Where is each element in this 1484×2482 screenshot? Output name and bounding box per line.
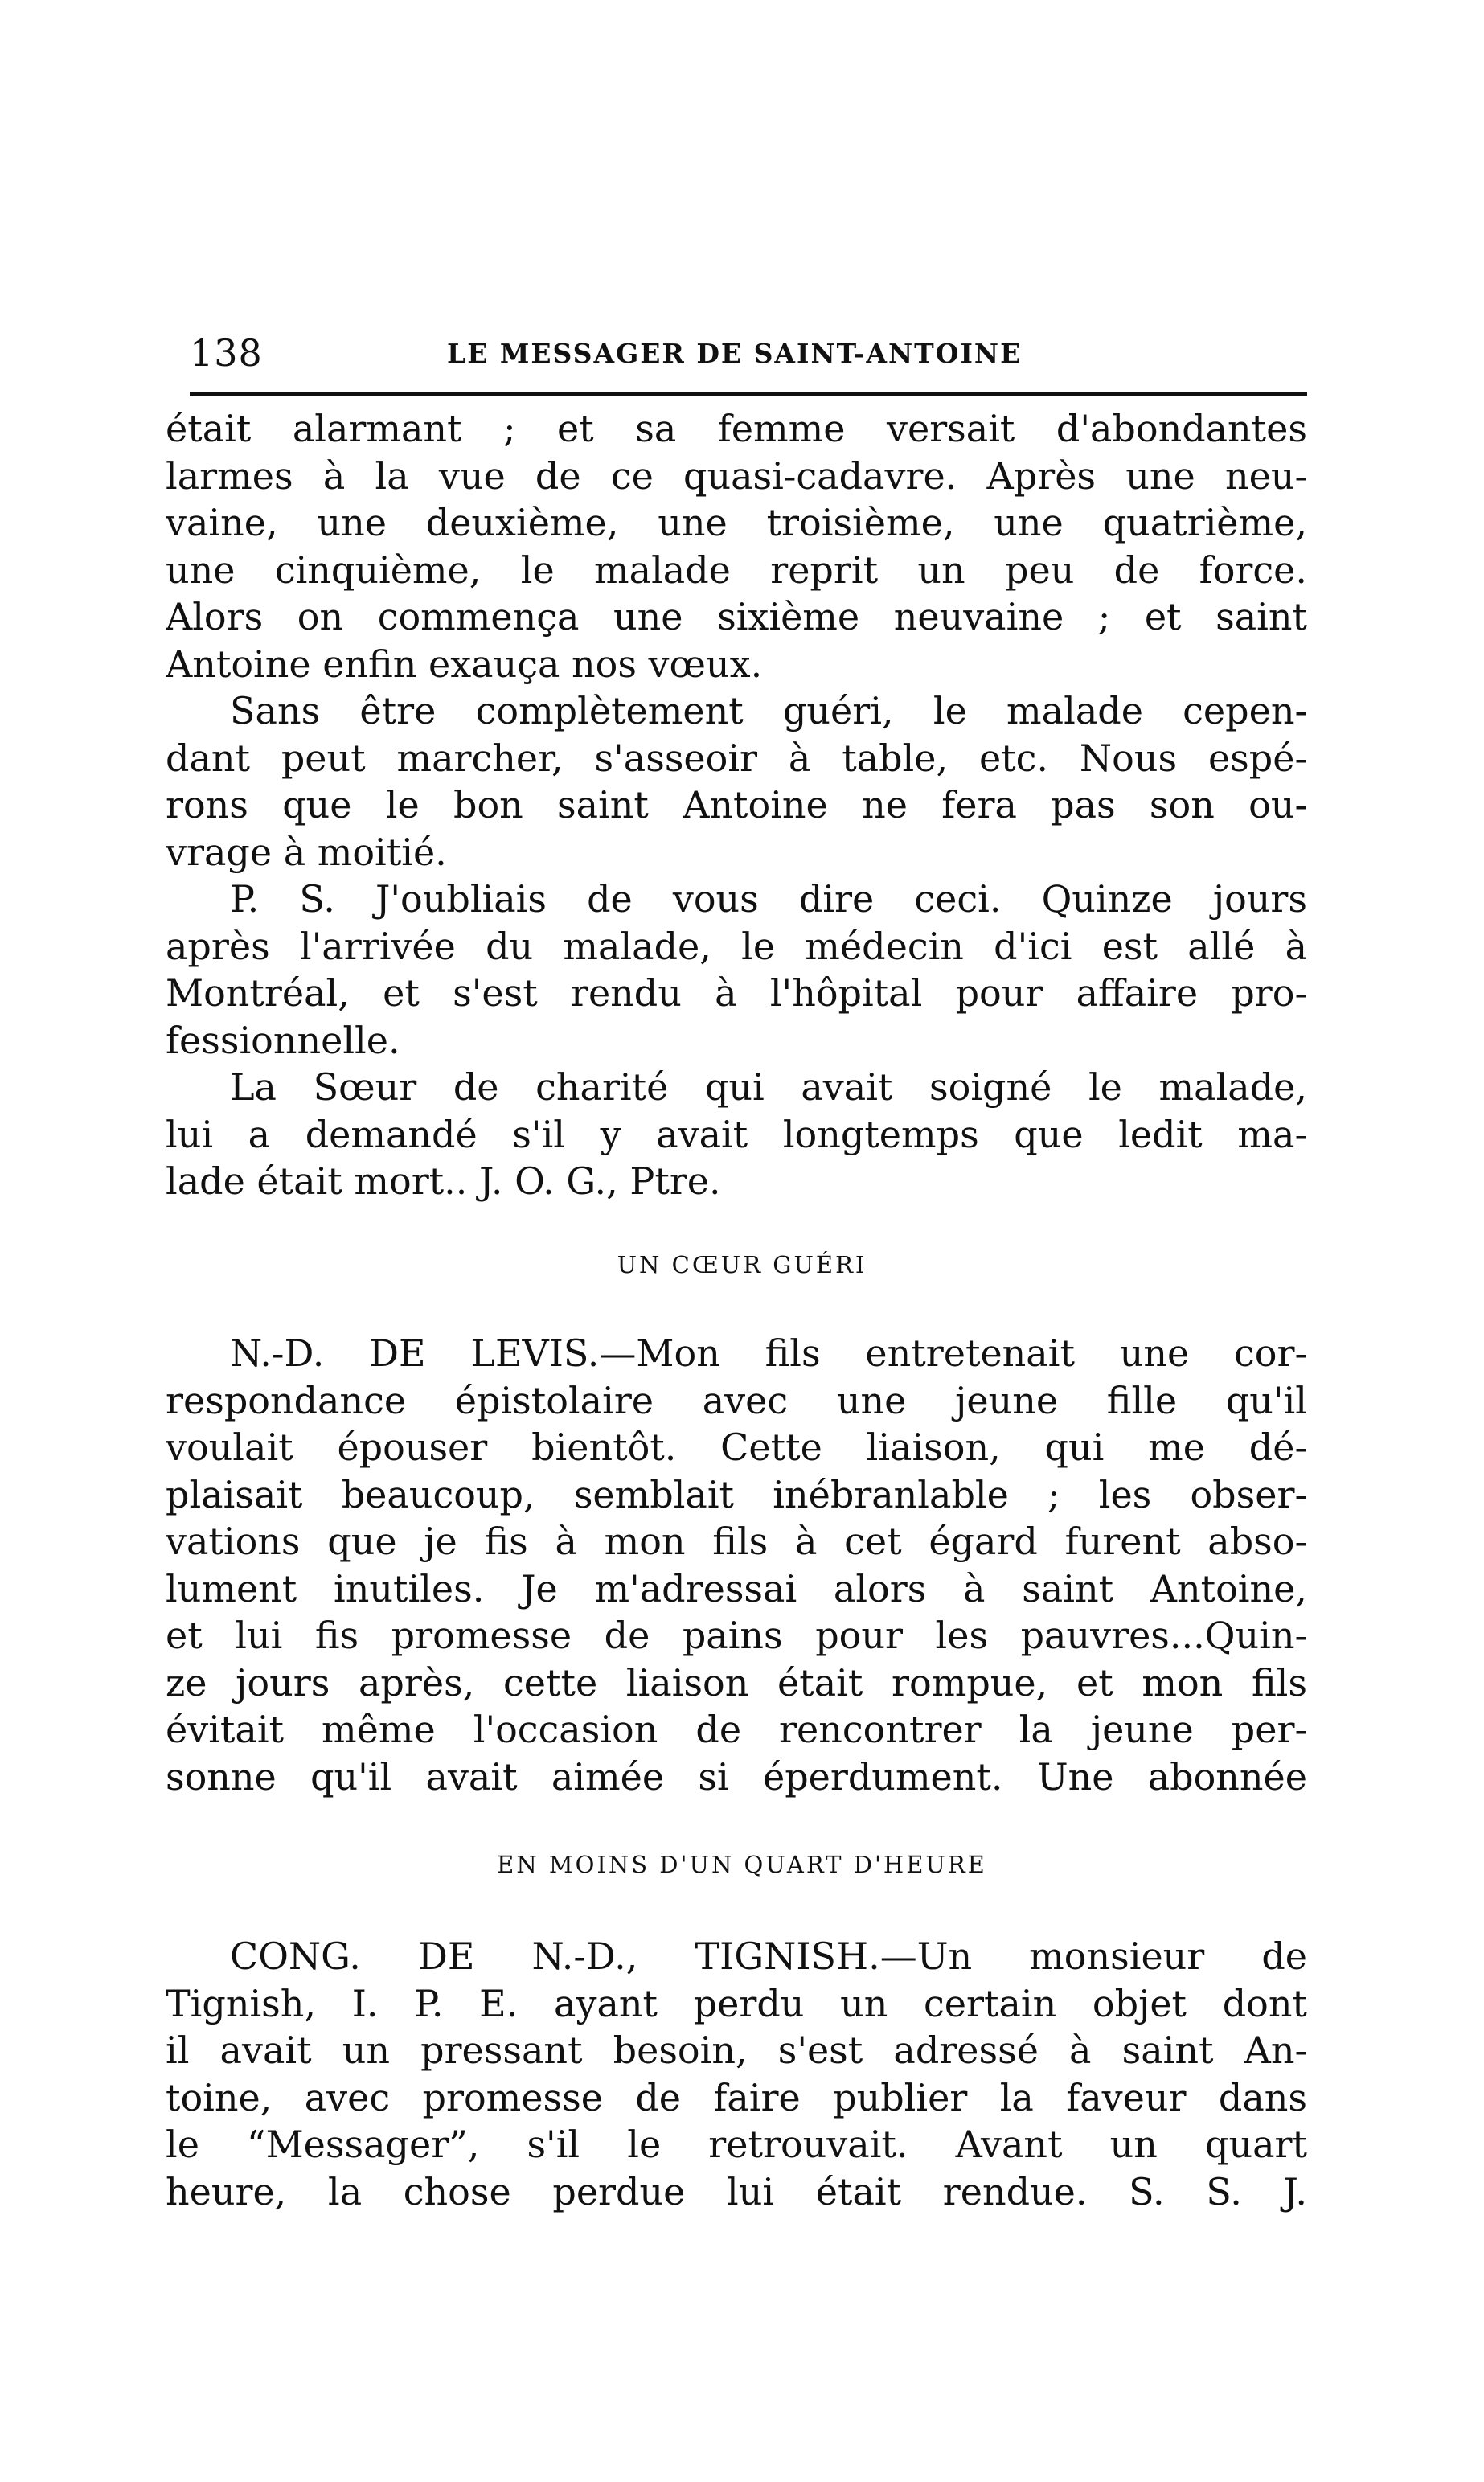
page-header: [190, 325, 1307, 381]
text-line: sonne qu'il avait aimée si éperdument. Une abonnée: [166, 1754, 1307, 1799]
text-line: Sans être complètement guéri, le malade cepen-: [230, 689, 1307, 732]
paragraph-block-3: [166, 1933, 1307, 2215]
text-line: N.-D. DE LEVIS.—Mon fils entretenait une cor-: [230, 1331, 1307, 1375]
text-line: toine, avec promesse de faire publier la faveur dans: [166, 2075, 1307, 2119]
text-line: vrage à moitié.: [166, 830, 447, 874]
text-line: CONG. DE N.-D., TIGNISH.—Un monsieur de: [230, 1934, 1307, 1978]
text-line: après l'arrivée du malade, le médecin d'ici est allé à: [166, 924, 1307, 968]
section-heading-coeur-gueri: UN CŒUR GUÉRI: [617, 1251, 867, 1278]
text-line: voulait épouser bientôt. Cette liaison, qui me dé-: [166, 1426, 1307, 1469]
text-line: La Sœur de charité qui avait soigné le malade,: [230, 1065, 1307, 1109]
text-line: Alors on commença une sixième neuvaine ; et saint: [166, 595, 1307, 638]
paragraph-block-1: [166, 405, 1307, 1205]
text-line: évitait même l'occasion de rencontrer la jeune per-: [166, 1708, 1307, 1751]
text-line: il avait un pressant besoin, s'est adressé à saint An-: [166, 2029, 1307, 2072]
text-line: Antoine enfin exauça nos vœux.: [166, 642, 763, 686]
text-line: vaine, une deuxième, une troisième, une quatrième,: [166, 501, 1307, 544]
text-line: le “Messager”, s'il le retrouvait. Avant un quart: [166, 2123, 1307, 2166]
section-heading-quart-heure: EN MOINS D'UN QUART D'HEURE: [497, 1851, 987, 1878]
text-line: vations que je fis à mon fils à cet égard furent abso-: [166, 1520, 1307, 1563]
header-rule: [190, 392, 1307, 396]
text-line: plaisait beaucoup, semblait inébranlable ; les obser-: [166, 1472, 1307, 1516]
text-line: fessionnelle.: [166, 1018, 400, 1062]
text-line: Tignish, I. P. E. ayant perdu un certain objet dont: [166, 1981, 1307, 2025]
paragraph-block-2: [166, 1330, 1307, 1800]
running-title: LE MESSAGER DE SAINT-ANTOINE: [447, 338, 1023, 369]
text-line: était alarmant ; et sa femme versait d'abondantes: [166, 407, 1307, 450]
text-line: lade était mort.. J. O. G., Ptre.: [166, 1159, 721, 1203]
text-line: P. S. J'oubliais de vous dire ceci. Quinze jours: [230, 877, 1307, 921]
text-line: et lui fis promesse de pains pour les pauvres...Quin-: [166, 1614, 1307, 1657]
text-line: lument inutiles. Je m'adressai alors à saint Antoine,: [166, 1566, 1307, 1610]
text-line: lui a demandé s'il y avait longtemps que ledit ma-: [166, 1112, 1307, 1156]
text-line: rons que le bon saint Antoine ne fera pas son ou-: [166, 783, 1307, 827]
text-line: ze jours après, cette liaison était rompue, et mon fils: [166, 1660, 1307, 1705]
text-line: dant peut marcher, s'asseoir à table, etc. Nous espé-: [166, 736, 1307, 780]
text-line: larmes à la vue de ce quasi-cadavre. Après une neu-: [166, 453, 1307, 498]
page-number: 138: [190, 331, 263, 375]
text-line: respondance épistolaire avec une jeune fille qu'il: [166, 1378, 1307, 1422]
text-line: Montréal, et s'est rendu à l'hôpital pour affaire pro-: [166, 971, 1307, 1015]
text-line: une cinquième, le malade reprit un peu de force.: [166, 548, 1307, 592]
text-line: heure, la chose perdue lui était rendue. S. S. J.: [166, 2169, 1307, 2213]
